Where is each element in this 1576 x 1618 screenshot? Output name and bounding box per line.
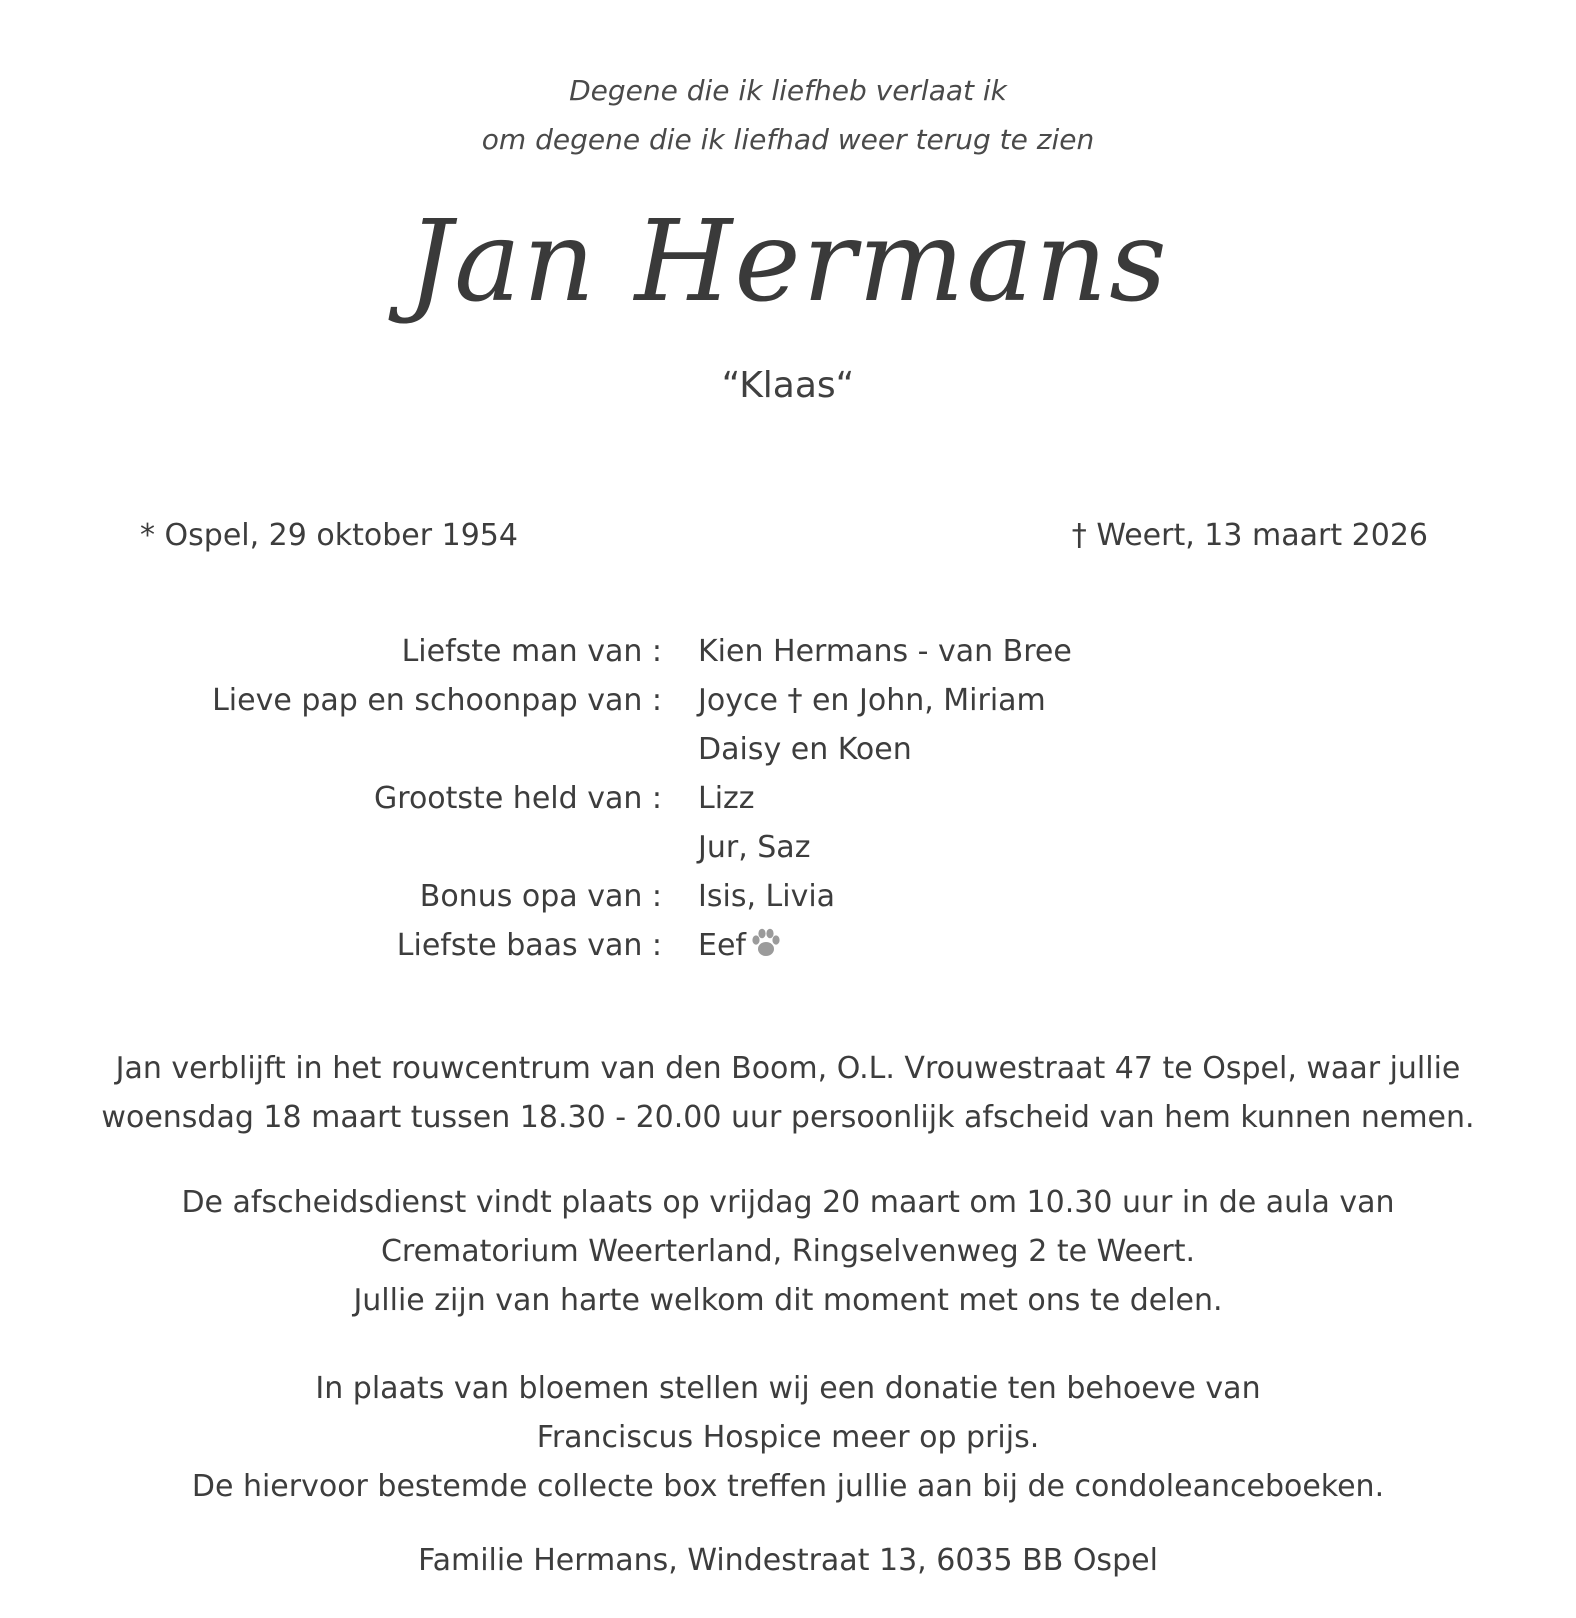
donation-paragraph <box>0 1364 1576 1511</box>
relation-label: Liefste baas van : <box>396 928 662 963</box>
relation-value: Joyce † en John, Miriam <box>698 683 1046 718</box>
service-paragraph <box>0 1178 1576 1325</box>
poem-line-2: om degene die ik liefhad weer terug te zien <box>481 123 1095 156</box>
relation-value: Daisy en Koen <box>698 732 912 767</box>
relation-value <box>698 921 784 970</box>
relation-label: Grootste held van : <box>374 781 662 816</box>
relation-label: Lieve pap en schoonpap van : <box>212 683 662 718</box>
birth-date: * Ospel, 29 oktober 1954 <box>140 518 518 553</box>
deceased-nickname: “Klaas“ <box>721 365 855 406</box>
donation-line-1: In plaats van bloemen stellen wij een donatie ten behoeve van <box>315 1371 1261 1406</box>
visitation-paragraph <box>0 1044 1576 1142</box>
relation-row <box>0 823 1576 872</box>
pet-name: Eef <box>698 928 746 963</box>
poem-line-1: Degene die ik liefheb verlaat ik <box>569 74 1007 107</box>
visitation-line-1: Jan verblijft in het rouwcentrum van den Boom, O.L. Vrouwestraat 47 te Ospel, waar jullie <box>115 1051 1461 1086</box>
relation-row <box>0 725 1576 774</box>
visitation-line-2: woensdag 18 maart tussen 18.30 - 20.00 uur persoonlijk afscheid van hem kunnen nemen. <box>101 1100 1475 1135</box>
death-date: † Weert, 13 maart 2026 <box>1071 518 1428 553</box>
deceased-name: Jan Hermans <box>407 197 1169 327</box>
opening-poem <box>0 66 1576 164</box>
donation-line-3: De hiervoor bestemde collecte box treffen jullie aan bij de condoleanceboeken. <box>191 1469 1385 1504</box>
relation-row <box>0 921 1576 970</box>
relation-row <box>0 872 1576 921</box>
relation-value: Jur, Saz <box>698 830 811 865</box>
relation-value: Isis, Livia <box>698 879 836 914</box>
relation-row <box>0 627 1576 676</box>
service-line-3: Jullie zijn van harte welkom dit moment met ons te delen. <box>353 1283 1223 1318</box>
relation-row <box>0 676 1576 725</box>
service-line-2: Crematorium Weerterland, Ringselvenweg 2 te Weert. <box>380 1234 1196 1269</box>
service-line-1: De afscheidsdienst vindt plaats op vrijdag 20 maart om 10.30 uur in de aula van <box>181 1185 1395 1220</box>
relation-row <box>0 774 1576 823</box>
paw-icon <box>748 925 784 961</box>
family-address: Familie Hermans, Windestraat 13, 6035 BB Ospel <box>418 1543 1158 1578</box>
donation-line-2: Franciscus Hospice meer op prijs. <box>536 1420 1040 1455</box>
relation-label: Liefste man van : <box>401 634 662 669</box>
relation-value: Kien Hermans - van Bree <box>698 634 1072 669</box>
relation-label: Bonus opa van : <box>419 879 662 914</box>
relation-value: Lizz <box>698 781 755 816</box>
